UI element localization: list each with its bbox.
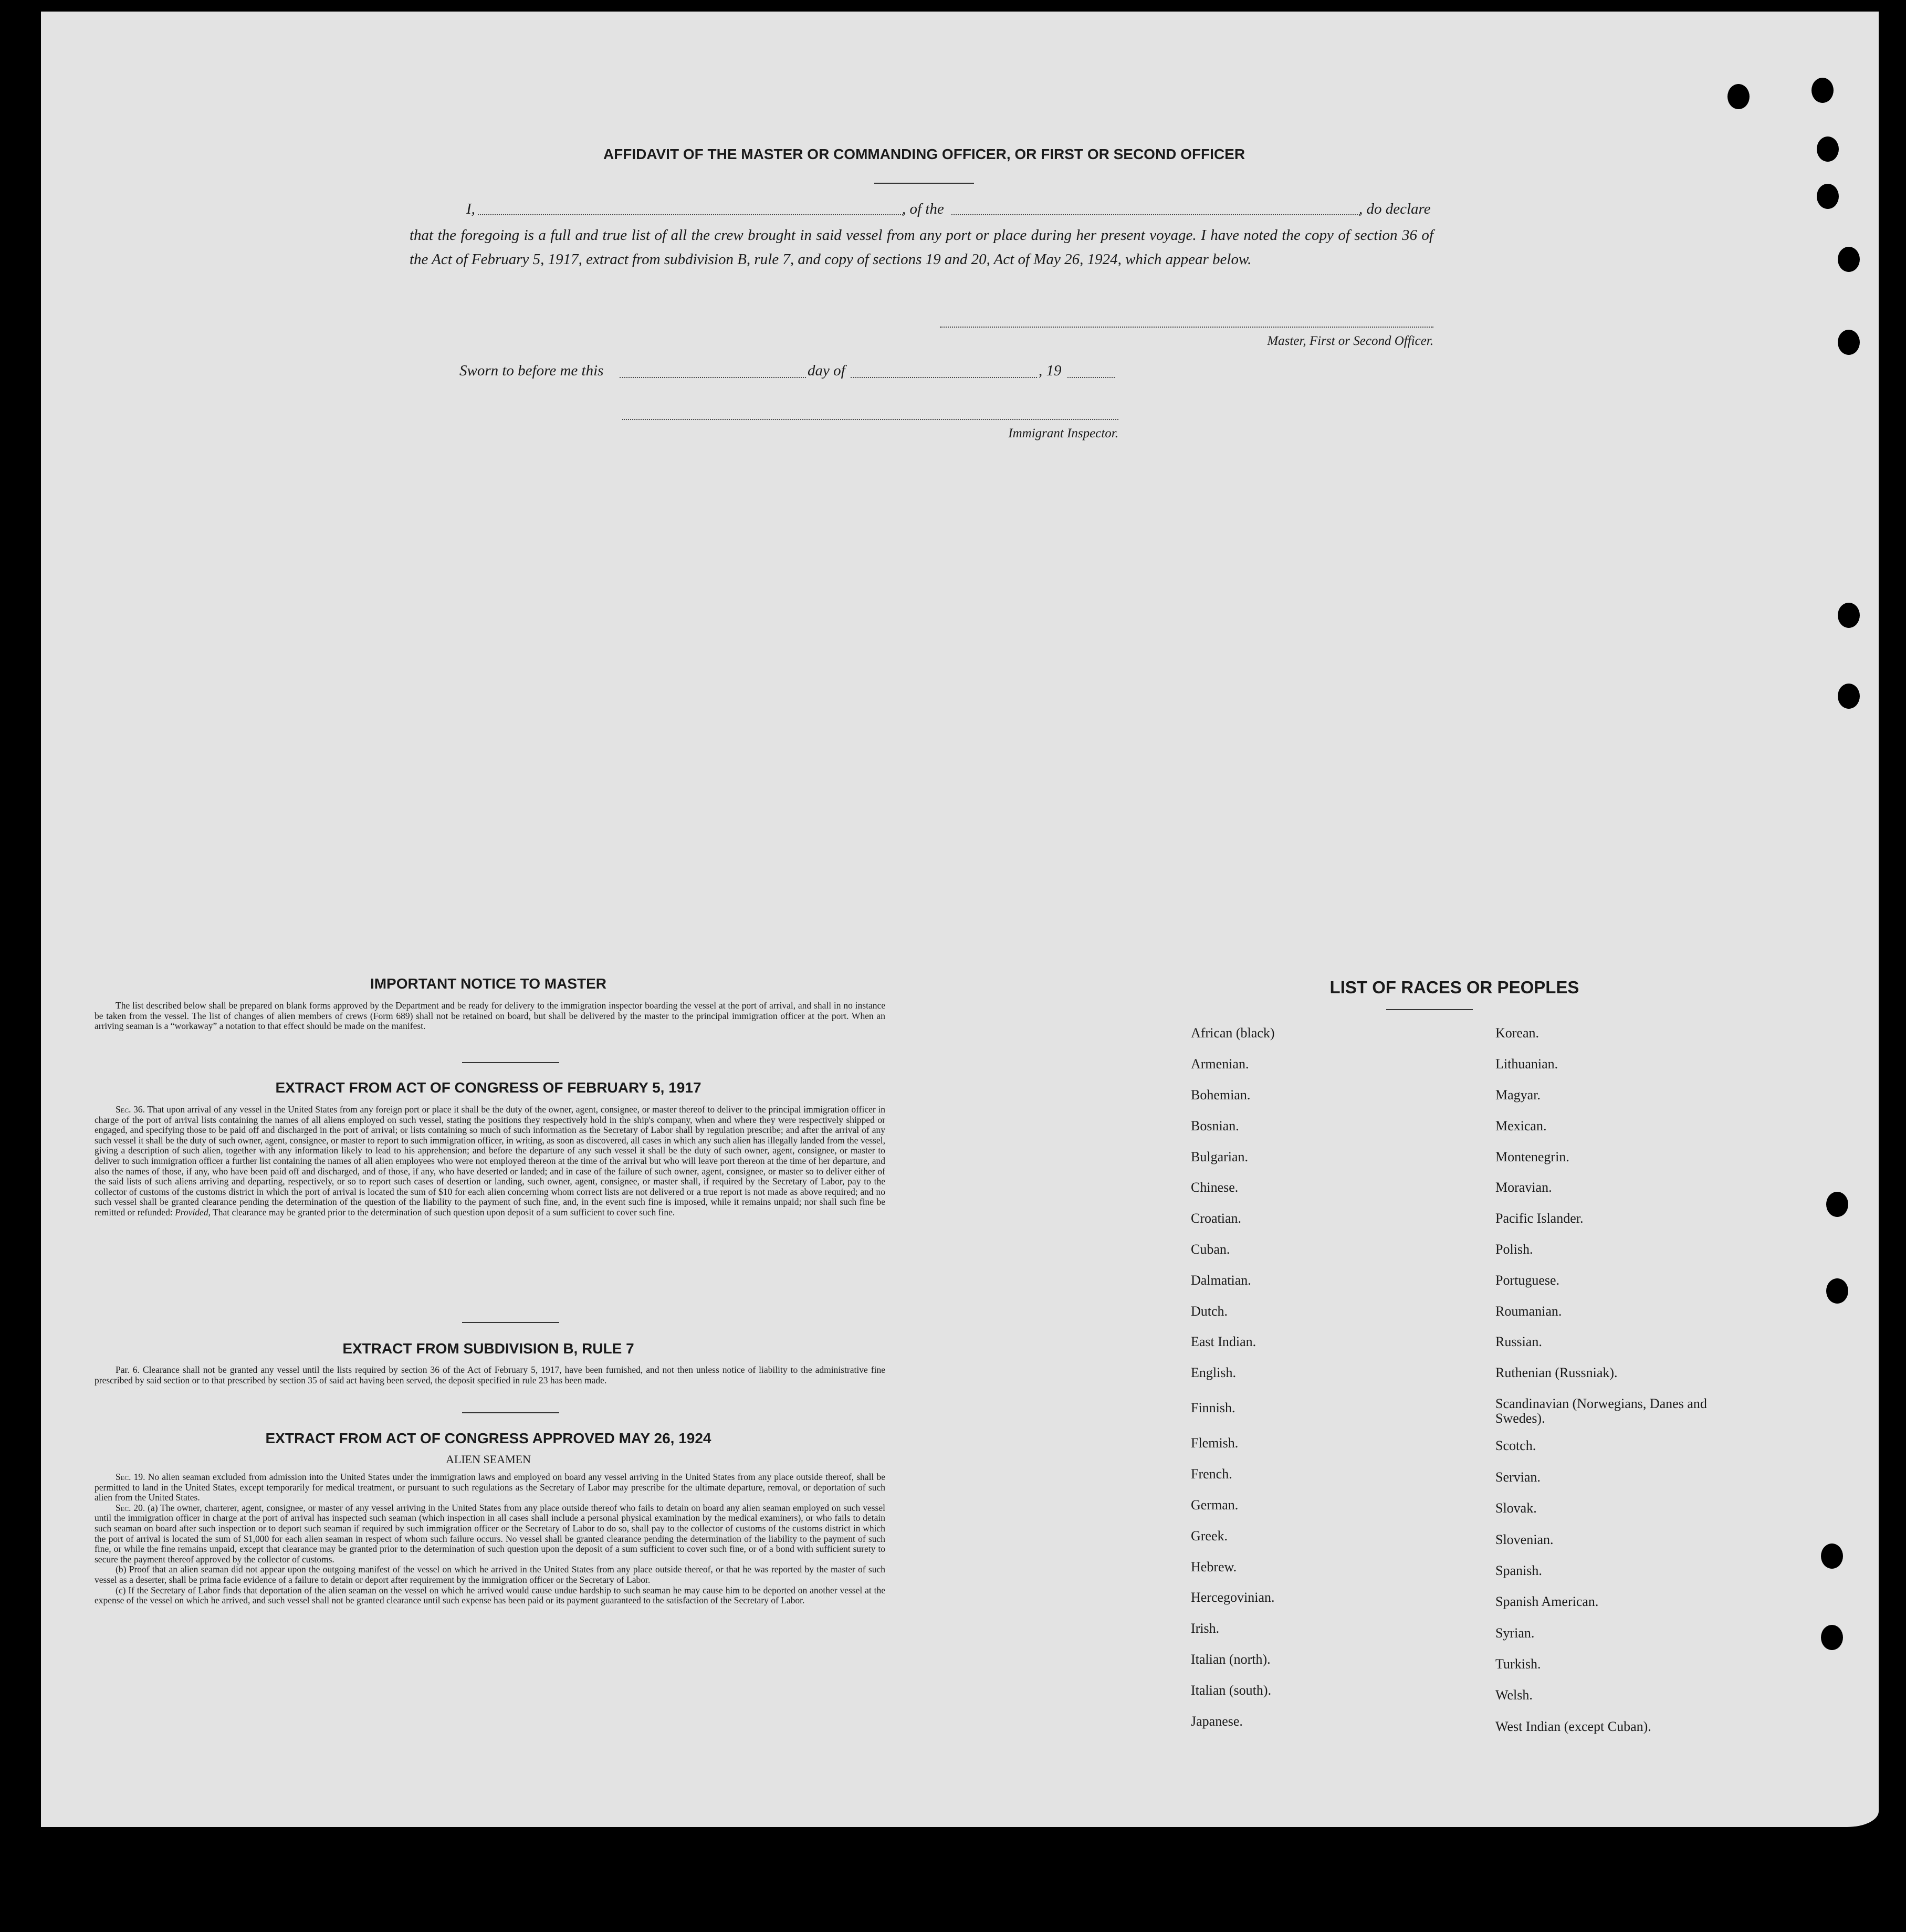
punch-hole	[1821, 1544, 1843, 1569]
race-item: Irish.	[1191, 1621, 1220, 1636]
sworn-year-field[interactable]	[1067, 377, 1115, 378]
affidavit-title: AFFIDAVIT OF THE MASTER OR COMMANDING OFFICER, OR FIRST OR SECOND OFFICER	[603, 146, 1245, 162]
sworn-month-field[interactable]	[851, 377, 1037, 378]
inspector-caption: Immigrant Inspector.	[1008, 426, 1118, 440]
race-item: Roumanian.	[1495, 1304, 1562, 1319]
race-item: Finnish.	[1191, 1400, 1235, 1415]
race-item: French.	[1191, 1466, 1232, 1482]
punch-hole	[1826, 1192, 1848, 1217]
race-item: Bosnian.	[1191, 1118, 1239, 1133]
extract-rule7-title: EXTRACT FROM SUBDIVISION B, RULE 7	[342, 1340, 634, 1357]
race-item: Hercegovinian.	[1191, 1590, 1275, 1605]
race-item: Polish.	[1495, 1242, 1533, 1257]
race-item: West Indian (except Cuban).	[1495, 1719, 1651, 1734]
affidavit-do-declare-label: , do declare	[1359, 201, 1431, 217]
punch-hole	[1817, 136, 1839, 162]
race-item: Moravian.	[1495, 1180, 1552, 1195]
race-item: Armenian.	[1191, 1056, 1249, 1072]
race-item: Korean.	[1495, 1025, 1540, 1041]
inspector-signature-field[interactable]	[622, 419, 1118, 420]
divider	[462, 1322, 559, 1323]
notice-body: The list described below shall be prepared on blank forms approved by the Department and be ready for delivery to the immigration inspector boarding the vessel at the port of arrival, and shall in no instance be taken from the vessel. The list of changes of alien members of crews (Form 689) shall not be retained on board, but shall be delivered by the master to the principal immigration officer at the port. When an arriving seaman is a “workaway” a notation to that effect should be made on the manifest.	[95, 1000, 885, 1032]
officer-signature-field[interactable]	[940, 327, 1433, 328]
race-item: Cuban.	[1191, 1242, 1230, 1257]
affidavit-statement: that the foregoing is a full and true list of all the crew brought in said vessel from any port or place during her present voyage. I have noted the copy of section 36 of the Act of February 5, 1917, extract from subdivision B, rule 7, and copy of sections 19 and 20, Act of May 26, 1924, which appear below.	[410, 227, 1433, 268]
race-item: Mexican.	[1495, 1118, 1547, 1133]
punch-hole	[1838, 684, 1860, 709]
punch-hole	[1811, 78, 1834, 103]
sworn-day-field[interactable]	[620, 377, 806, 378]
race-item: Pacific Islander.	[1495, 1211, 1584, 1226]
race-item: Bulgarian.	[1191, 1149, 1249, 1164]
race-item: Greek.	[1191, 1528, 1228, 1544]
race-item: Welsh.	[1495, 1687, 1533, 1703]
race-item: Portuguese.	[1495, 1273, 1560, 1288]
signature-caption: Master, First or Second Officer.	[1267, 334, 1433, 348]
race-item: Chinese.	[1191, 1180, 1239, 1195]
race-item: Slovak.	[1495, 1500, 1537, 1516]
extract-1924-body: Sec. 19. No alien seaman excluded from admission into the United States under the immigration laws and employed on board any vessel arriving in the United States from any place outside thereof, shall be permitted to land in the United States, except temporarily for medical treatment, or pursuant to such regulations as the Secretary of Labor may prescribe for the ultimate departure, removal, or deportation of such alien from the United States. Sec. 20. (a) The owner, charterer, agent, consignee, or master of any vessel arriving in the United States from any place outside thereof who fails to detain on board any alien seaman employed on such vessel until the immigration officer in charge at the port of arrival has inspected such seaman (which inspection in all cases shall include a personal physical examination by the medical examiners), or who fails to detain such seaman on board after such inspection or to deport such seaman if required by such immigration officer or the Secretary of Labor to do so, shall pay to the collector of customs of the customs district in which the port of arrival is located the sum of $1,000 for each alien seaman in respect of whom such failure occurs. No vessel shall be granted clearance pending the determination of the liability to the payment of such fine, or while the fine remains unpaid, except that clearance may be granted prior to the determination of such question upon the deposit of a sum sufficient to cover such fine, or of a bond with sufficient surety to secure the payment thereof approved by the collector of customs. (b) Proof that an alien seaman did not appear upon the outgoing manifest of the vessel on which he arrived in the United States from any place outside thereof, or that he was reported by the master of such vessel as a deserter, shall be prima facie evidence of a failure to detain or deport after requirement by the immigration officer or the Secretary of Labor. (c) If the Secretary of Labor finds that deportation of the alien seaman on the vessel on which he arrived would cause undue hardship to such seaman he may cause him to be deported on another vessel at the expense of the vessel on which he arrived, and such vessel shall not be granted clearance until such expense has been paid or its payment guaranteed to the satisfaction of the Secretary of Labor.	[95, 1472, 886, 1606]
race-item: Dutch.	[1191, 1304, 1228, 1319]
race-item: Russian.	[1495, 1334, 1542, 1349]
extract-1917-body: Sec. 36. That upon arrival of any vessel in the United States from any foreign port or place it shall be the duty of the owner, agent, consignee, or master thereof to deliver to the principal immigration officer in charge of the port of arrival lists containing the names of all aliens employed on such vessel, stating the positions they respectively hold in the ship's company, when and where they were respectively shipped or engaged, and specifying those to be paid off and discharged in the port of arrival; or lists containing so much of such information as the Secretary of Labor shall by regulation prescribe; and after the arrival of any such vessel it shall be the duty of such owner, agent, consignee, or master to report to such immigration officer, in writing, as soon as discovered, all cases in which any such alien has illegally landed from the vessel, giving a description of such alien, together with any information likely to lead to his apprehension; and before the departure of any such vessel it shall be the duty of such owner, agent, consignee, or master to deliver to such immigration officer a further list containing the names of all alien employees who were not employed thereon at the time of the arrival but who will leave port thereon at the time of her departure, and also the names of those, if any, who have been paid off and discharged, and of those, if any, who have deserted or landed; and in case of the failure of such owner, agent, consignee, or master so to deliver either of the said lists of such aliens arriving and departing, respectively, or so to report such cases of desertion or landing, such owner, agent, consignee, or master shall, if required by the Secretary of Labor, pay to the collector of customs of the customs district in which the port of arrival is located the sum of $10 for each alien concerning whom correct lists are not delivered or a true report is not made as above required; and no such vessel shall be granted clearance pending the determination of the question of the liability to the payment of such fine, and, in the event such fine is imposed, while it remains unpaid; nor shall such fine be remitted or refunded: Provided, That clearance may be granted prior to the determination of such question upon deposit of a sum sufficient to cover such fine.	[95, 1104, 885, 1217]
race-item: Bohemian.	[1191, 1087, 1251, 1102]
punch-hole	[1727, 84, 1750, 109]
sworn-year-label: , 19	[1039, 362, 1062, 379]
punch-hole	[1826, 1278, 1848, 1304]
vessel-name-field[interactable]	[951, 214, 1360, 215]
race-item: Montenegrin.	[1495, 1149, 1569, 1164]
race-item: German.	[1191, 1497, 1239, 1513]
sworn-label: Sworn to before me this	[459, 362, 604, 379]
race-item: Spanish American.	[1495, 1594, 1599, 1609]
divider	[462, 1412, 559, 1413]
extract-1917-title: EXTRACT FROM ACT OF CONGRESS OF FEBRUARY 5, 1917	[275, 1079, 701, 1096]
race-item: Japanese.	[1191, 1714, 1243, 1729]
race-item: Lithuanian.	[1495, 1056, 1558, 1072]
sworn-day-of-label: day of	[808, 362, 845, 379]
race-item: Croatian.	[1191, 1211, 1242, 1226]
extract-1924-subtitle: ALIEN SEAMEN	[446, 1453, 531, 1466]
master-name-field[interactable]	[478, 214, 903, 215]
race-item: Italian (south).	[1191, 1683, 1272, 1698]
race-item: Italian (north).	[1191, 1652, 1271, 1667]
race-item: English.	[1191, 1365, 1236, 1380]
race-item: Servian.	[1495, 1469, 1541, 1485]
divider	[462, 1062, 559, 1063]
divider	[874, 183, 974, 184]
punch-hole	[1838, 330, 1860, 355]
race-item: Flemish.	[1191, 1435, 1239, 1451]
affidavit-of-the-label: , of the	[902, 201, 944, 217]
race-item: Scandinavian (Norwegians, Danes and Swedes).	[1495, 1396, 1707, 1426]
race-item: Dalmatian.	[1191, 1273, 1251, 1288]
punch-hole	[1817, 184, 1839, 209]
race-item: Hebrew.	[1191, 1559, 1237, 1574]
race-item: Turkish.	[1495, 1656, 1541, 1672]
race-item: Syrian.	[1495, 1625, 1535, 1641]
race-item: Spanish.	[1495, 1563, 1542, 1578]
race-item: Scotch.	[1495, 1438, 1536, 1453]
punch-hole	[1821, 1625, 1843, 1650]
extract-1924-title: EXTRACT FROM ACT OF CONGRESS APPROVED MAY 26, 1924	[265, 1430, 711, 1446]
punch-hole	[1838, 247, 1860, 272]
race-item: Slovenian.	[1495, 1532, 1554, 1547]
race-item: Ruthenian (Russniak).	[1495, 1365, 1618, 1380]
affidavit-i-label: I,	[466, 201, 475, 217]
race-item: African (black)	[1191, 1025, 1275, 1041]
race-item: Magyar.	[1495, 1087, 1541, 1102]
divider	[1386, 1009, 1473, 1010]
punch-hole	[1838, 603, 1860, 628]
races-title: LIST OF RACES OR PEOPLES	[1329, 978, 1579, 997]
extract-rule7-body: Par. 6. Clearance shall not be granted any vessel until the lists required by section 36 of the Act of February 5, 1917, have been furnished, and not then unless notice of liability to the administrative fine prescribed by said section or to that prescribed by section 35 of said act having been served, the deposit specified in rule 23 has been made.	[95, 1364, 885, 1385]
race-item: East Indian.	[1191, 1334, 1256, 1349]
notice-title: IMPORTANT NOTICE TO MASTER	[370, 975, 607, 992]
